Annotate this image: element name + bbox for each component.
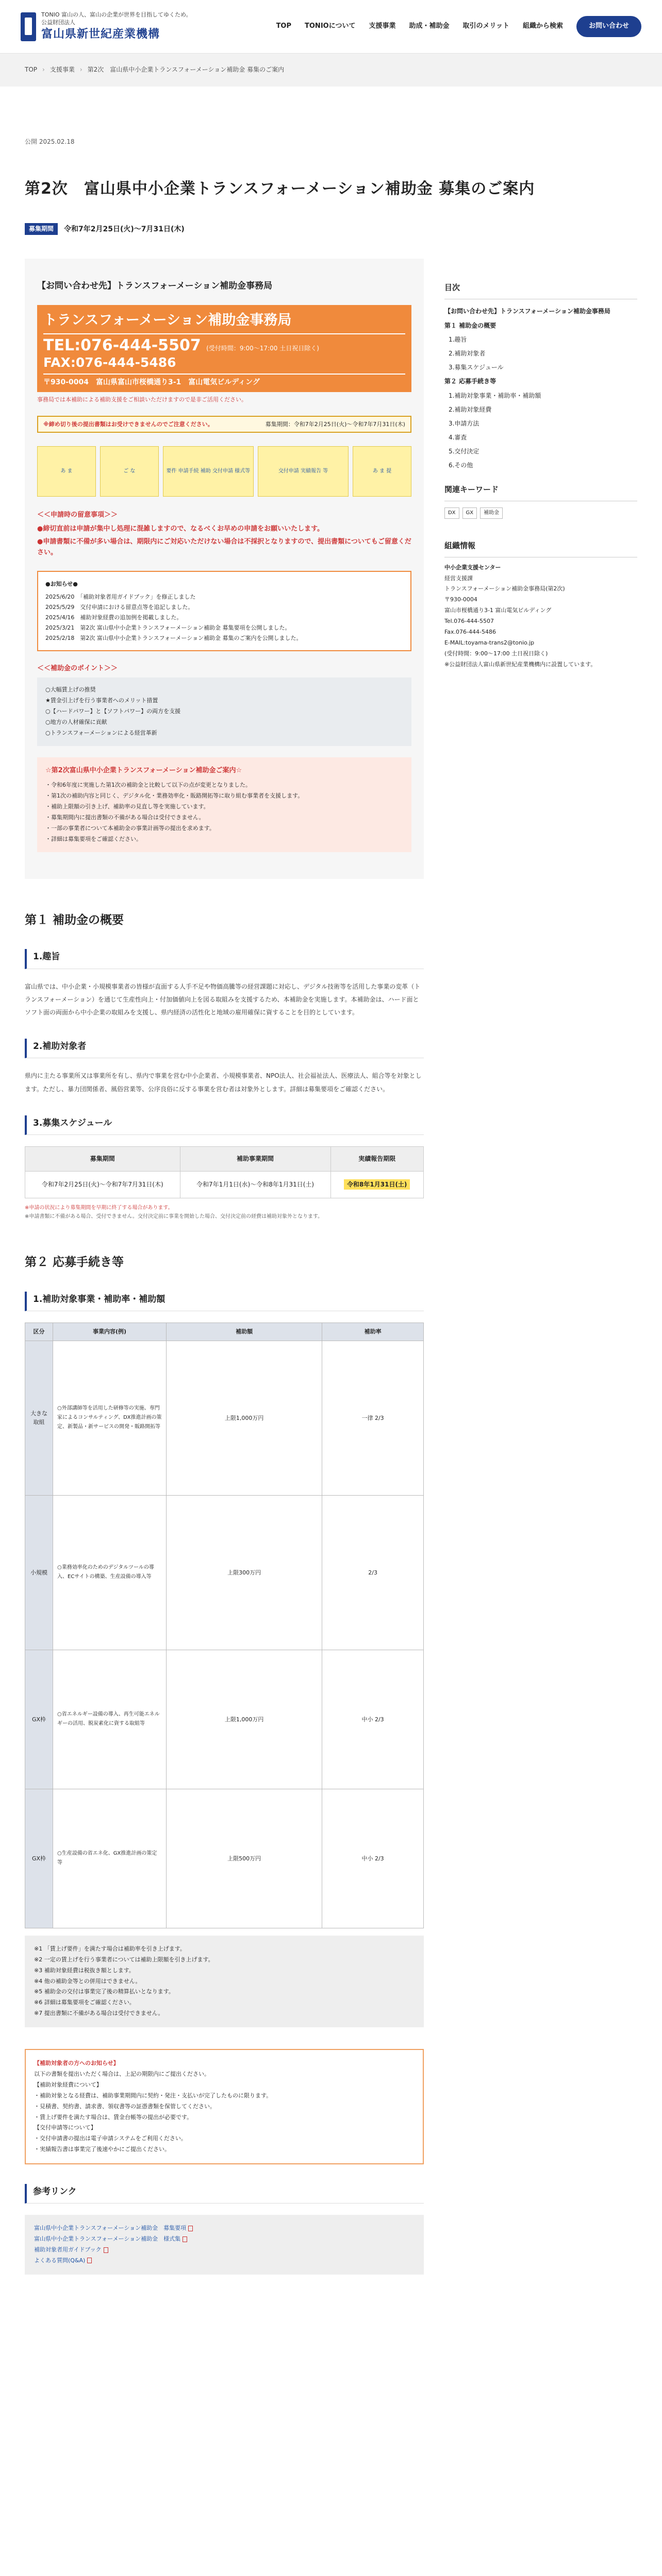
org-line: 〒930-0004 <box>444 596 477 603</box>
row-desc: ○業務効率化のためのデジタルツールの導入、ECサイトの構築、生産設備の導入等 <box>53 1495 167 1650</box>
toc-item[interactable]: 第１ 補助金の概要 <box>444 321 496 329</box>
office-note: 事務局では本補助による補助支援をご相談いただけますので是非ご活用ください。 <box>37 396 247 403</box>
toc-item[interactable]: 1.補助対象事業・補助率・補助額 <box>448 392 541 399</box>
row-desc: ○外部講師等を活用した研修等の実施、専門家によるコンサルティング、DX推進計画の策定、新製品・新サービスの開発・販路開拓等 <box>53 1341 167 1495</box>
publish-date: 公開 2025.02.18 <box>25 138 75 145</box>
banner-address: 〒930-0004 富山県富山市桜橋通り3-1 富山電気ビルディング <box>43 374 405 388</box>
step-3[interactable]: 要件 申請手続 補助 交付申請 様式等 <box>163 446 254 497</box>
ref-link[interactable]: 富山県中小企業トランスフォーメーション補助金 様式集 <box>34 2235 181 2243</box>
refs-box <box>25 2215 424 2275</box>
step-4[interactable]: 交付申請 実績報告 等 <box>258 446 349 497</box>
toc-list <box>444 304 637 472</box>
ref-link[interactable]: よくある質問(Q&A) <box>34 2257 86 2264</box>
nav-search[interactable]: 組織から検索 <box>522 22 563 30</box>
applicant-item: ・見積書、契約書、請求書、領収書等の証憑書類を保管してください。 <box>34 2103 216 2110</box>
update-item[interactable]: 2025/4/16 補助対象経費の追加例を掲載しました。 <box>45 614 183 621</box>
logo-name: 富山県新世紀産業機構 <box>41 27 160 41</box>
toc-item[interactable]: 2.補助対象経費 <box>448 405 492 413</box>
notice-box <box>25 259 424 878</box>
pdf-icon <box>104 2247 108 2253</box>
point-item: ○トランスフォーメーションによる経営革新 <box>45 729 157 736</box>
site-header <box>0 0 662 54</box>
note-item: ※1 「賃上げ要件」を満たす場合は補助率を引き上げます。 <box>34 1945 186 1952</box>
keyword-tag[interactable]: 補助金 <box>480 507 503 519</box>
keyword-title: 関連キーワード <box>444 483 637 501</box>
section-1-3: 3.募集スケジュール <box>25 1115 424 1135</box>
office-banner <box>37 305 411 393</box>
grid-head: 補助率 <box>322 1323 424 1341</box>
logo-org: 公益財団法人 <box>41 19 75 26</box>
banner-tel[interactable]: TEL:076-444-5507 <box>43 336 201 354</box>
section-2-1: 1.補助対象事業・補助率・補助額 <box>25 1292 424 1311</box>
warn-1: ●締切直前は申請が集中し処理に混雑しますので、なるべくお早めの申請をお願いいたします。 <box>37 525 324 533</box>
row-desc: ○省エネルギー設備の導入、再生可能エネルギーの活用、脱炭素化に資する取組等 <box>53 1650 167 1789</box>
refs-title: 参考リンク <box>25 2184 424 2204</box>
period-row <box>25 223 637 235</box>
row-amount: 上限1,000万円 <box>167 1650 322 1789</box>
row-rate: 2/3 <box>322 1495 424 1650</box>
info-item: ・補助上限額の引き上げ、補助率の見直し等を実施しています。 <box>45 803 209 810</box>
org-line: Fax.076-444-5486 <box>444 628 496 635</box>
purpose-text: 富山県では、中小企業・小規模事業者の皆様が直面する人手不足や物価高騰等の経営課題に対応し、デジタル技術等を活用した事業の変革（トランスフォーメーション）を通じて生産性向上・付加価値向上を図る取組みを支援するため、本補助金を実施します。本補助金は、ハード面とソフト面の両面から中小企業の取組みを支援し、県内経済の活性化と地域の雇用確保に資することを目的としています。 <box>25 982 421 1016</box>
point-item: ★賃金引上げを行う事業者へのメリット措置 <box>45 697 158 704</box>
banner-name: トランスフォーメーション補助金事務局 <box>43 309 405 334</box>
notice-heading: 【お問い合わせ先】トランスフォーメーション補助金事務局 <box>37 281 273 292</box>
row-desc: ○生産設備の省エネ化、GX推進計画の策定等 <box>53 1789 167 1928</box>
toc-item[interactable]: 3.申請方法 <box>448 419 479 427</box>
applicant-item: ・賃上げ要件を満たす場合は、賃金台帳等の提出が必要です。 <box>34 2113 193 2121</box>
grid-head: 事業内容(例) <box>53 1323 167 1341</box>
row-amount: 上限300万円 <box>167 1495 322 1650</box>
row-rate: 中小 2/3 <box>322 1650 424 1789</box>
note-item: ※4 他の補助金等との併用はできません。 <box>34 1977 141 1985</box>
update-item[interactable]: 2025/5/29 交付申請における留意点等を追記しました。 <box>45 604 194 611</box>
schedule-head: 実績報告期限 <box>330 1146 423 1171</box>
org-line[interactable]: E-MAIL:toyama-trans2@tonio.jp <box>444 639 535 646</box>
org-line: Tel.076-444-5507 <box>444 618 494 625</box>
main-nav <box>276 16 641 37</box>
toc-item[interactable]: 4.審査 <box>448 434 467 442</box>
toc-item[interactable]: 1.趣旨 <box>448 335 467 343</box>
schedule-cell: 令和7年1月1日(水)〜令和8年1月31日(土) <box>180 1172 330 1198</box>
toc-item[interactable]: 5.交付決定 <box>448 448 479 455</box>
note-item: ※6 詳細は募集要項をご確認ください。 <box>34 1999 135 2006</box>
schedule-head: 補助事業期間 <box>180 1146 330 1171</box>
subsidy-table <box>25 1323 424 1928</box>
step-2[interactable]: ご な <box>100 446 159 497</box>
site-logo[interactable] <box>41 11 192 42</box>
logo-tagline: TONIO 富山の人、富山の企業が世界を目指してゆくため。 <box>41 11 192 18</box>
logo-icon[interactable] <box>21 12 36 41</box>
row-rate: 一律 2/3 <box>322 1341 424 1495</box>
toc-item[interactable]: 2.補助対象者 <box>448 349 486 357</box>
info-item: ・詳細は募集要項をご確認ください。 <box>45 835 142 842</box>
point-item: ○地方の人材確保に貢献 <box>45 718 107 725</box>
info-item: ・一部の事業者について本補助金の事業計画等の提出を求めます。 <box>45 824 215 832</box>
row-label: GX枠 <box>25 1650 53 1789</box>
org-line: (受付時間：9:00〜17:00 土日祝日除く) <box>444 650 548 657</box>
info-item: ・令和6年度に実施した第1次の補助金と比較して以下の点が変更となりました。 <box>45 782 251 789</box>
grid-head: 補助額 <box>167 1323 322 1341</box>
toc-item[interactable]: 6.その他 <box>448 462 473 469</box>
points-box <box>37 677 411 745</box>
target-text: 県内に主たる事業所又は事業所を有し、県内で事業を営む中小企業者、小規模事業者、NPO法人、社会福祉法人、医療法人、組合等を対象とします。ただし、暴力団関係者、風俗営業等、公序良俗に反する事業を営む者は対象外とします。詳細は募集要項をご確認ください。 <box>25 1072 422 1093</box>
org-info <box>444 563 637 670</box>
banner-hours: (受付時間：9:00〜17:00 土日祝日除く) <box>206 344 319 352</box>
breadcrumb-current: 第2次 富山県中小企業トランスフォーメーション補助金 募集のご案内 <box>87 66 285 74</box>
section-1-1: 1.趣旨 <box>25 949 424 969</box>
section-1-title: 第１ 補助金の概要 <box>25 913 124 927</box>
nav-merit[interactable]: 取引のメリット <box>462 22 509 30</box>
update-item[interactable]: 2025/3/21 第2次 富山県中小企業トランスフォーメーション補助金 募集要項を公開しました。 <box>45 624 291 631</box>
note-item: ※5 補助金の交付は事業完了後の精算払いとなります。 <box>34 1988 174 1995</box>
main-content <box>25 259 424 2274</box>
page-title: 第2次 富山県中小企業トランスフォーメーション補助金 募集のご案内 <box>25 180 535 198</box>
sidebar <box>444 259 637 2274</box>
nav-about[interactable]: TONIOについて <box>305 22 356 30</box>
section-1-2: 2.補助対象者 <box>25 1039 424 1058</box>
update-item[interactable]: 2025/2/18 第2次 富山県中小企業トランスフォーメーション補助金 募集のご案内を公開しました。 <box>45 634 302 641</box>
nav-top[interactable]: TOP <box>276 22 292 30</box>
nav-support[interactable]: 支援事業 <box>369 22 396 30</box>
keyword-tag[interactable]: DX <box>444 507 459 519</box>
point-item: ○【ハードパワー】と【ソフトパワー】の両方を支援 <box>45 707 181 715</box>
ref-link[interactable]: 補助対象者用ガイドブック <box>34 2246 102 2253</box>
period-text: 令和7年2月25日(火)〜7月31日(木) <box>64 225 185 233</box>
applicant-item: 【交付申請等について】 <box>34 2124 96 2131</box>
keyword-tag[interactable]: GX <box>462 507 477 519</box>
note-item: ※7 提出書類に不備がある場合は受付できません。 <box>34 2010 164 2017</box>
deadline-box <box>37 416 411 433</box>
nav-subsidy[interactable]: 助成・補助金 <box>409 22 450 30</box>
breadcrumb: TOP › 支援事業 › 第2次 富山県中小企業トランスフォーメーション補助金 募集のご案内 <box>0 54 662 87</box>
row-label: GX枠 <box>25 1789 53 1928</box>
pdf-icon <box>188 2226 193 2231</box>
warn-title: ＜＜申請時の留意事項＞＞ <box>37 511 118 519</box>
subsidy-notes <box>25 1936 424 2027</box>
schedule-note-2: ※申請書類に不備がある場合、受付できません。交付決定前に事業を開始した場合、交付決定前の経費は補助対象外となります。 <box>25 1214 323 1220</box>
applicant-item: 【補助対象経費について】 <box>34 2081 102 2088</box>
schedule-table <box>25 1146 424 1198</box>
info-title: ☆第2次富山県中小企業トランスフォーメーション補助金ご案内☆ <box>45 766 242 774</box>
info-item: ・募集期間内に提出書類の不備がある場合は受付できません。 <box>45 814 205 821</box>
schedule-deadline: 令和8年1月31日(土) <box>344 1179 410 1190</box>
point-item: ○大幅賃上げの推奨 <box>45 686 96 693</box>
applicant-item: 以下の書類を提出いただく場合は、上記の期限内にご提出ください。 <box>34 2070 210 2077</box>
org-name: 中小企業支援センター <box>444 564 501 571</box>
grid-head: 区分 <box>25 1323 53 1341</box>
applicant-item: ・交付申請書の提出は電子申請システムをご利用ください。 <box>34 2135 187 2142</box>
note-item: ※2 一定の賃上げを行う事業者については補助上限額を引き上げます。 <box>34 1956 214 1963</box>
section-2-title: 第２ 応募手続き等 <box>25 1256 124 1269</box>
pdf-icon <box>183 2236 187 2242</box>
row-amount: 上限1,000万円 <box>167 1341 322 1495</box>
updates-box <box>37 571 411 652</box>
step-5[interactable]: あ ま 提 <box>353 446 411 497</box>
org-line: ※公益財団法人富山県新世紀産業機構内に設置しています。 <box>444 660 597 668</box>
applicant-item: ・補助対象となる経費は、補助事業期間内に契約・発注・支払いが完了したものに限ります。 <box>34 2092 272 2099</box>
toc-item[interactable]: 【お問い合わせ先】トランスフォーメーション補助金事務局 <box>444 308 610 315</box>
updates-heading: ●お知らせ● <box>45 580 78 587</box>
org-title: 組織情報 <box>444 539 637 557</box>
deadline-period: 募集期間：令和7年2月25日(火)〜令和7年7月31日(木) <box>265 420 405 428</box>
org-line: トランスフォーメーション補助金事務局(第2次) <box>444 585 565 592</box>
note-item: ※3 補助対象経費は税抜き額とします。 <box>34 1967 135 1974</box>
applicant-item: ・実績報告書は事業完了後速やかにご提出ください。 <box>34 2146 170 2153</box>
keyword-list <box>444 507 637 519</box>
deadline-note: ※締め切り後の提出書類はお受けできませんのでご注意ください。 <box>43 420 213 428</box>
points-title: ＜＜補助金のポイント＞＞ <box>37 665 118 673</box>
schedule-cell: 令和7年2月25日(火)〜令和7年7月31日(木) <box>25 1172 180 1198</box>
applicant-notice <box>25 2049 424 2164</box>
warn-2: ●申請書類に不備が多い場合は、期限内にご対応いただけない場合は不採択となりますので、提出書類についてもご留意ください。 <box>37 537 411 556</box>
banner-fax: FAX:076-444-5486 <box>43 354 176 370</box>
schedule-head: 募集期間 <box>25 1146 180 1171</box>
step-1[interactable]: あ ま <box>37 446 96 497</box>
toc-item[interactable]: 第２ 応募手続き等 <box>444 378 496 385</box>
update-item[interactable]: 2025/6/20 「補助対象者用ガイドブック」を修正しました <box>45 594 196 601</box>
applicant-notice-title: 【補助対象者の方へのお知らせ】 <box>34 2060 119 2067</box>
org-sub: 経営支援課 <box>444 574 473 582</box>
pdf-icon <box>87 2258 92 2263</box>
period-tag: 募集期間 <box>25 223 58 235</box>
breadcrumb-support[interactable]: 支援事業 <box>49 66 75 74</box>
info-box <box>37 757 411 852</box>
toc-title: 目次 <box>444 281 637 299</box>
row-amount: 上限500万円 <box>167 1789 322 1928</box>
breadcrumb-top[interactable]: TOP <box>25 66 38 74</box>
row-label: 大きな取組 <box>25 1341 53 1495</box>
ref-link[interactable]: 富山県中小企業トランスフォーメーション補助金 募集要項 <box>34 2225 187 2232</box>
org-line: 富山市桜橋通り3-1 富山電気ビルディング <box>444 607 552 614</box>
schedule-note: ※申請の状況により募集期間を早期に終了する場合があります。 <box>25 1205 173 1211</box>
process-steps <box>37 446 411 497</box>
contact-button[interactable]: お問い合わせ <box>576 16 641 37</box>
row-rate: 中小 2/3 <box>322 1789 424 1928</box>
toc-item[interactable]: 3.募集スケジュール <box>448 364 504 371</box>
row-label: 小規模 <box>25 1495 53 1650</box>
info-item: ・第1次の補助内容と同じく、デジタル化・業務効率化・販路開拓等に取り組む事業者を支援します。 <box>45 792 304 800</box>
